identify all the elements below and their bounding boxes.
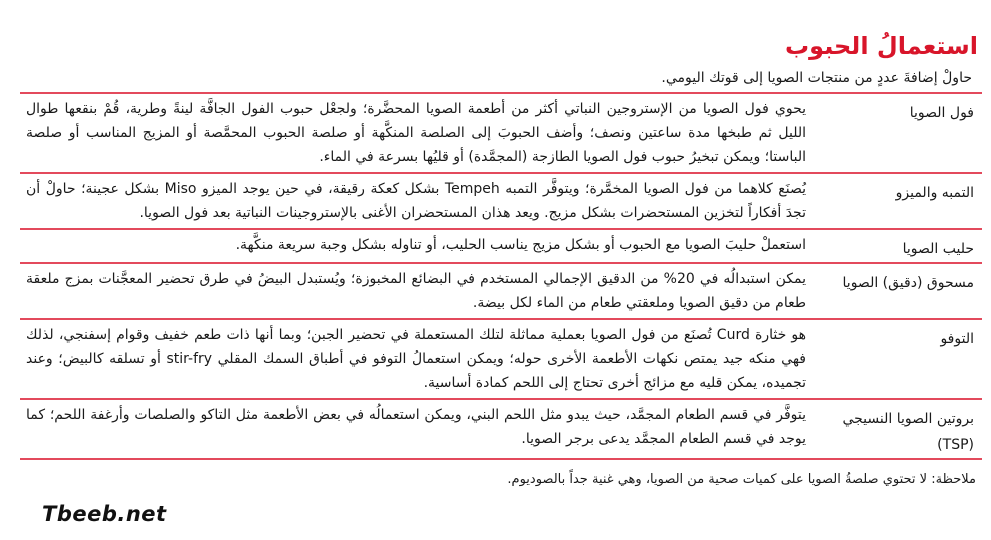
row-description: يُصنَع كلاهما من فول الصويا المخمَّرة؛ ويتوفَّر التمبه Tempeh بشكل كعكة رقيقة، في حين يوجد الميزو Miso بشكل عجينة؛ حاولْ أن تجدَ أفكاراً لتخزين المستحضرات بشكل مزيج. ويعد هذان المستحضران الأغنى بالإستروجينات النباتية بعد فول الصويا. [26,181,806,221]
row-term: بروتين الصويا النسيجي (TSP) [842,411,974,453]
table-row [20,400,982,460]
footnote: ملاحظة: لا تحتوي صلصةُ الصويا على كميات صحية من الصويا، وهي غنية جداً بالصوديوم. [507,472,976,487]
table-row [20,94,982,174]
row-term: فول الصويا [909,105,974,121]
table-row [20,230,982,264]
row-description: استعملْ حليبَ الصويا مع الحبوب أو بشكل مزيج يناسب الحليب، أو تناوله بشكل وجبة سريعة منكَّهة. [235,237,806,253]
row-description: هو خثارة Curd تُصنَع من فول الصويا بعملية مماثلة لتلك المستعملة في تحضير الجبن؛ وبما أنها ذات طعم خفيف وقوام إسفنجي، لذلك فهي منكه جيد يمتص نكهات الأطعمة الأخرى حوله؛ ويمكن استعمالُ التوفو في أطباق السمك المقلي stir-fry أو تسلقه كالبيض؛ وعند تجميده، يمكن قليه مع مزائج أخرى تحتاج إلى اللحم كمادة أساسية. [26,327,806,391]
site-logo: Tbeeb.net [42,502,167,526]
row-description: يحوي فول الصويا من الإستروجين النباتي أكثر من أطعمة الصويا المحضَّرة؛ ولجعْل حبوب الفول الجافَّة لينةً وطرية، قُمْ بنقعها طوال الليل ثم طبخها مدة ساعتين ونصف؛ وأضف الحبوبَ إلى الصلصة المنكَّهة أو صلصة الحبوب المحمَّصة أو المزيج المناسب أو صلصة الباستا؛ ويمكن تبخيرُ حبوب فول الصويا الطازجة (المجمَّدة) أو قليُها بسرعة في الماء. [26,101,806,165]
soy-products-table [20,92,982,460]
page-title: استعمالُ الحبوب [785,32,978,60]
table-row [20,320,982,400]
table-row [20,264,982,320]
article [20,30,982,490]
row-term: مسحوق (دقيق) الصويا [842,275,974,291]
intro-text: حاولْ إضافةَ عددٍ من منتجات الصويا إلى قوتك اليومي. [661,70,972,86]
row-term: التوفو [940,331,974,347]
row-term: التمبه والميزو [895,185,974,201]
table-row [20,174,982,230]
row-term: حليب الصويا [902,241,974,257]
row-description: يتوفَّر في قسم الطعام المجمَّد، حيث يبدو مثل اللحم البني، ويمكن استعمالُه في بعض الأطعمة مثل التاكو والصلصات وأرغفة اللحم؛ كما يوجد في قسم الطعام المجمَّد يدعى برجر الصويا. [26,407,806,447]
row-description: يمكن استبدالُه في 20% من الدقيق الإجمالي المستخدم في البضائع المخبوزة؛ ويُستبدل البيضُ في طرق تحضير المعجَّنات بمزج ملعقة طعام من دقيق الصويا وملعقتي طعام من الماء لكل بيضة. [26,271,807,311]
